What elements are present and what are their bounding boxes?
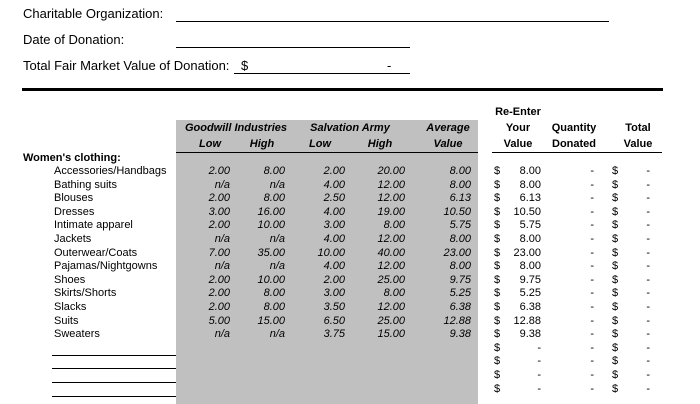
header-salvation: Salvation Army: [310, 122, 390, 134]
cell-gl: 7.00: [208, 246, 230, 259]
header-average: Average: [426, 122, 470, 134]
cell-item: Blouses: [54, 192, 94, 205]
cell-sh: 25.00: [377, 273, 405, 286]
cell-qty[interactable]: -: [590, 178, 594, 191]
cell-total: -: [646, 314, 650, 327]
header-underline-right: [492, 152, 662, 153]
cell-gl: 2.00: [208, 287, 230, 300]
cell-item: Jackets: [54, 233, 92, 245]
cell-tcur: $: [612, 341, 619, 354]
cell-val[interactable]: 5.25: [519, 287, 541, 300]
cell-cur: $: [494, 382, 501, 395]
cell-cur: $: [494, 219, 501, 232]
cell-gh: 8.00: [263, 301, 285, 313]
cell-sl: 10.00: [317, 246, 345, 259]
header-goodwill: Goodwill Industries: [184, 122, 288, 134]
cell-tcur: $: [612, 246, 619, 259]
cell-sl: 3.00: [323, 287, 345, 300]
cell-qty[interactable]: -: [590, 192, 594, 205]
cell-tcur: $: [612, 355, 619, 368]
cell-sl: 6.50: [323, 314, 345, 327]
cell-avg: 8.00: [449, 233, 471, 245]
cell-qty[interactable]: -: [590, 314, 594, 327]
cell-qty[interactable]: -: [590, 382, 594, 395]
cell-cur: $: [494, 341, 501, 354]
cell-gh: 10.00: [257, 273, 285, 286]
cell-gl: 2.00: [208, 165, 230, 177]
cell-total: -: [646, 260, 650, 273]
cell-tcur: $: [612, 205, 619, 218]
cell-tcur: $: [612, 178, 619, 191]
cell-val[interactable]: -: [537, 355, 541, 368]
header-underline-gray: [176, 152, 478, 153]
cell-cur: $: [494, 178, 501, 191]
cell-total: -: [646, 246, 650, 259]
cell-avg: 8.00: [449, 165, 471, 177]
header-reenter: Re-Enter: [495, 106, 541, 118]
cell-avg: 23.00: [443, 246, 471, 259]
cell-cur: $: [494, 301, 501, 313]
cell-item: Accessories/Handbags: [54, 165, 167, 177]
cell-val[interactable]: 9.38: [519, 328, 541, 341]
cell-cur: $: [494, 246, 501, 259]
cell-val[interactable]: 8.00: [519, 165, 541, 177]
cell-total: -: [646, 301, 650, 313]
cell-item: Bathing suits: [54, 178, 117, 191]
cell-sh: 8.00: [383, 219, 405, 232]
total-fmv-field[interactable]: [234, 73, 410, 74]
cell-tcur: $: [612, 273, 619, 286]
cell-total: -: [646, 205, 650, 218]
cell-item: Pajamas/Nightgowns: [54, 260, 158, 273]
cell-val[interactable]: 6.13: [519, 192, 541, 205]
header-quantity: Quantity: [551, 122, 597, 134]
cell-cur: $: [494, 273, 501, 286]
cell-sh: 12.00: [377, 301, 405, 313]
cell-cur: $: [494, 355, 501, 368]
cell-cur: $: [494, 328, 501, 341]
header-your: Your: [505, 122, 531, 134]
cell-gh: n/a: [269, 233, 285, 245]
cell-sh: 8.00: [383, 287, 405, 300]
cell-gh: 16.00: [257, 205, 285, 218]
cell-sl: 3.75: [323, 328, 345, 341]
cell-qty[interactable]: -: [590, 233, 594, 245]
cell-qty[interactable]: -: [590, 273, 594, 286]
cell-qty[interactable]: -: [590, 355, 594, 368]
cell-total: -: [646, 273, 650, 286]
cell-qty[interactable]: -: [590, 328, 594, 341]
cell-qty[interactable]: -: [590, 301, 594, 313]
cell-tcur: $: [612, 314, 619, 327]
cell-gl: 2.00: [208, 301, 230, 313]
cell-tcur: $: [612, 287, 619, 300]
cell-qty[interactable]: -: [590, 287, 594, 300]
cell-total: -: [646, 233, 650, 245]
cell-val[interactable]: 12.88: [513, 314, 541, 327]
cell-gl: n/a: [214, 260, 230, 273]
cell-item: Suits: [54, 314, 79, 327]
cell-sh: 12.00: [377, 178, 405, 191]
cell-sh: 25.00: [377, 314, 405, 327]
cell-avg: 10.50: [443, 205, 471, 218]
total-fmv-label: Total Fair Market Value of Donation:: [23, 58, 230, 73]
cell-qty[interactable]: -: [590, 165, 594, 177]
cell-gh: 8.00: [263, 192, 285, 205]
cell-total: -: [646, 287, 650, 300]
cell-total: -: [646, 328, 650, 341]
cell-avg: 6.13: [449, 192, 471, 205]
cell-cur: $: [494, 205, 501, 218]
cell-total: -: [646, 178, 650, 191]
cell-tcur: $: [612, 192, 619, 205]
cell-tcur: $: [612, 382, 619, 395]
cell-gl: 2.00: [208, 273, 230, 286]
cell-avg: 8.00: [449, 178, 471, 191]
cell-sh: 15.00: [377, 328, 405, 341]
cell-sl: 4.00: [323, 205, 345, 218]
charitable-org-label: Charitable Organization:: [23, 6, 164, 21]
cell-avg: 12.88: [443, 314, 471, 327]
cell-val[interactable]: 5.75: [519, 219, 541, 232]
header-total: Total: [625, 122, 651, 134]
cell-gl: 2.00: [208, 219, 230, 232]
cell-val[interactable]: -: [537, 369, 541, 381]
blank-item-line[interactable]: [52, 368, 176, 369]
date-label: Date of Donation:: [23, 32, 125, 47]
cell-cur: $: [494, 314, 501, 327]
cell-avg: 6.38: [449, 301, 471, 313]
cell-cur: $: [494, 369, 501, 381]
cell-cur: $: [494, 192, 501, 205]
cell-sh: 20.00: [377, 165, 405, 177]
cell-cur: $: [494, 233, 501, 245]
blank-item-line[interactable]: [52, 382, 176, 383]
cell-sh: 19.00: [377, 205, 405, 218]
blank-item-line[interactable]: [52, 355, 176, 356]
cell-gl: 3.00: [208, 205, 230, 218]
cell-val[interactable]: 8.00: [519, 178, 541, 191]
cell-val[interactable]: 8.00: [519, 233, 541, 245]
cell-sl: 4.00: [323, 178, 345, 191]
cell-tcur: $: [612, 328, 619, 341]
cell-gh: 8.00: [263, 165, 285, 177]
cell-sl: 2.00: [323, 273, 345, 286]
cell-avg: 5.25: [449, 287, 471, 300]
cell-qty[interactable]: -: [590, 260, 594, 273]
cell-qty[interactable]: -: [590, 246, 594, 259]
cell-gl: n/a: [214, 233, 230, 245]
cell-avg: 8.00: [449, 260, 471, 273]
header-your-value: Value: [503, 138, 533, 150]
cell-item: Sweaters: [54, 328, 100, 341]
header-goodwill-low: Low: [199, 138, 221, 150]
cell-val[interactable]: 10.50: [513, 205, 541, 218]
cell-item: Intimate apparel: [54, 219, 133, 232]
blank-item-line[interactable]: [52, 396, 176, 397]
cell-qty[interactable]: -: [590, 219, 594, 232]
cell-total: -: [646, 369, 650, 381]
cell-gh: 15.00: [257, 314, 285, 327]
cell-val[interactable]: 23.00: [513, 246, 541, 259]
header-total-value: Value: [623, 138, 653, 150]
header-donated: Donated: [552, 138, 596, 150]
cell-qty[interactable]: -: [590, 205, 594, 218]
cell-sl: 2.00: [323, 165, 345, 177]
cell-gl: 5.00: [208, 314, 230, 327]
cell-sl: 4.00: [323, 233, 345, 245]
total-fmv-value: -: [387, 58, 392, 73]
cell-total: -: [646, 165, 650, 177]
cell-total: -: [646, 192, 650, 205]
cell-avg: 9.38: [449, 328, 471, 341]
cell-item: Slacks: [54, 301, 87, 313]
header-salvation-high: High: [367, 138, 393, 150]
cell-val[interactable]: -: [537, 382, 541, 395]
cell-total: -: [646, 382, 650, 395]
cell-tcur: $: [612, 301, 619, 313]
cell-gh: n/a: [269, 260, 285, 273]
section-divider: [22, 88, 663, 91]
cell-cur: $: [494, 287, 501, 300]
cell-sh: 12.00: [377, 192, 405, 205]
cell-avg: 5.75: [449, 219, 471, 232]
cell-gh: 35.00: [257, 246, 285, 259]
cell-gh: n/a: [269, 328, 285, 341]
cell-item: Skirts/Shorts: [54, 287, 117, 300]
cell-qty[interactable]: -: [590, 341, 594, 354]
cell-val[interactable]: 6.38: [519, 301, 541, 313]
date-field[interactable]: [176, 47, 410, 48]
cell-gl: n/a: [214, 178, 230, 191]
cell-item: Dresses: [54, 205, 95, 218]
header-goodwill-high: High: [249, 138, 275, 150]
cell-tcur: $: [612, 233, 619, 245]
cell-gh: 8.00: [263, 287, 285, 300]
cell-cur: $: [494, 260, 501, 273]
cell-total: -: [646, 355, 650, 368]
cell-sh: 40.00: [377, 246, 405, 259]
total-fmv-currency: $: [241, 58, 249, 73]
cell-val[interactable]: -: [537, 341, 541, 354]
cell-sl: 4.00: [323, 260, 345, 273]
cell-sl: 3.00: [323, 219, 345, 232]
cell-qty[interactable]: -: [590, 369, 594, 381]
cell-avg: 9.75: [449, 273, 471, 286]
cell-val[interactable]: 8.00: [519, 260, 541, 273]
cell-tcur: $: [612, 260, 619, 273]
cell-tcur: $: [612, 369, 619, 381]
cell-gl: 2.00: [208, 192, 230, 205]
header-average-value: Value: [433, 138, 463, 150]
header-salvation-low: Low: [309, 138, 331, 150]
cell-sh: 12.00: [377, 260, 405, 273]
cell-total: -: [646, 219, 650, 232]
charitable-org-field[interactable]: [176, 21, 609, 22]
cell-total: -: [646, 341, 650, 354]
cell-tcur: $: [612, 219, 619, 232]
cell-cur: $: [494, 165, 501, 177]
cell-item: Shoes: [54, 273, 86, 286]
cell-gh: n/a: [269, 178, 285, 191]
cell-sh: 12.00: [377, 233, 405, 245]
cell-gh: 10.00: [257, 219, 285, 232]
cell-item: Outerwear/Coats: [54, 246, 138, 259]
cell-tcur: $: [612, 165, 619, 177]
cell-val[interactable]: 9.75: [519, 273, 541, 286]
section-label: Women's clothing:: [23, 152, 121, 164]
cell-sl: 2.50: [323, 192, 345, 205]
cell-sl: 3.50: [323, 301, 345, 313]
cell-gl: n/a: [214, 328, 230, 341]
